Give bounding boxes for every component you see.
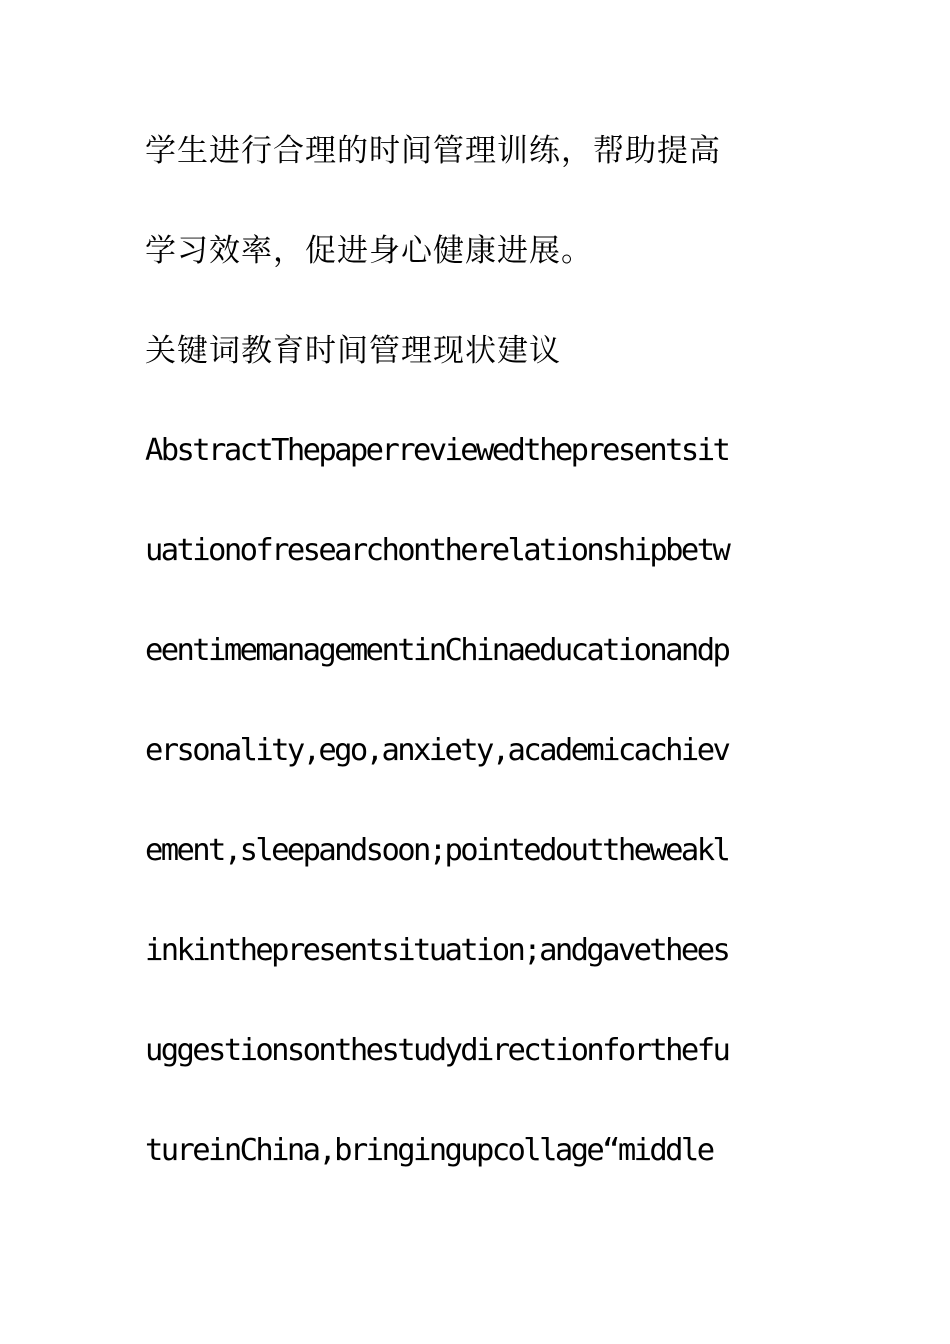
abstract-line-4: ersonality,ego,anxiety,academicachiev	[145, 733, 729, 768]
abstract-line-2: uationofresearchontherelationshipbetw	[145, 533, 729, 568]
body-text-line-2: 学习效率，促进身心健康进展。	[145, 233, 593, 269]
abstract-line-3: eentimemanagementinChinaeducationandp	[145, 633, 729, 668]
abstract-line-8: tureinChina,bringingupcollage“middle	[145, 1133, 713, 1168]
keywords-line: 关键词教育时间管理现状建议	[145, 333, 561, 369]
abstract-line-5: ement,sleepandsoon;pointedouttheweakl	[145, 833, 729, 868]
abstract-line-6: inkinthepresentsituation;andgavethees	[145, 933, 729, 968]
abstract-line-7: uggestionsonthestudydirectionforthefu	[145, 1033, 729, 1068]
abstract-line-1: AbstractThepaperreviewedthepresentsit	[145, 433, 729, 468]
body-text-line-1: 学生进行合理的时间管理训练，帮助提高	[145, 133, 721, 169]
